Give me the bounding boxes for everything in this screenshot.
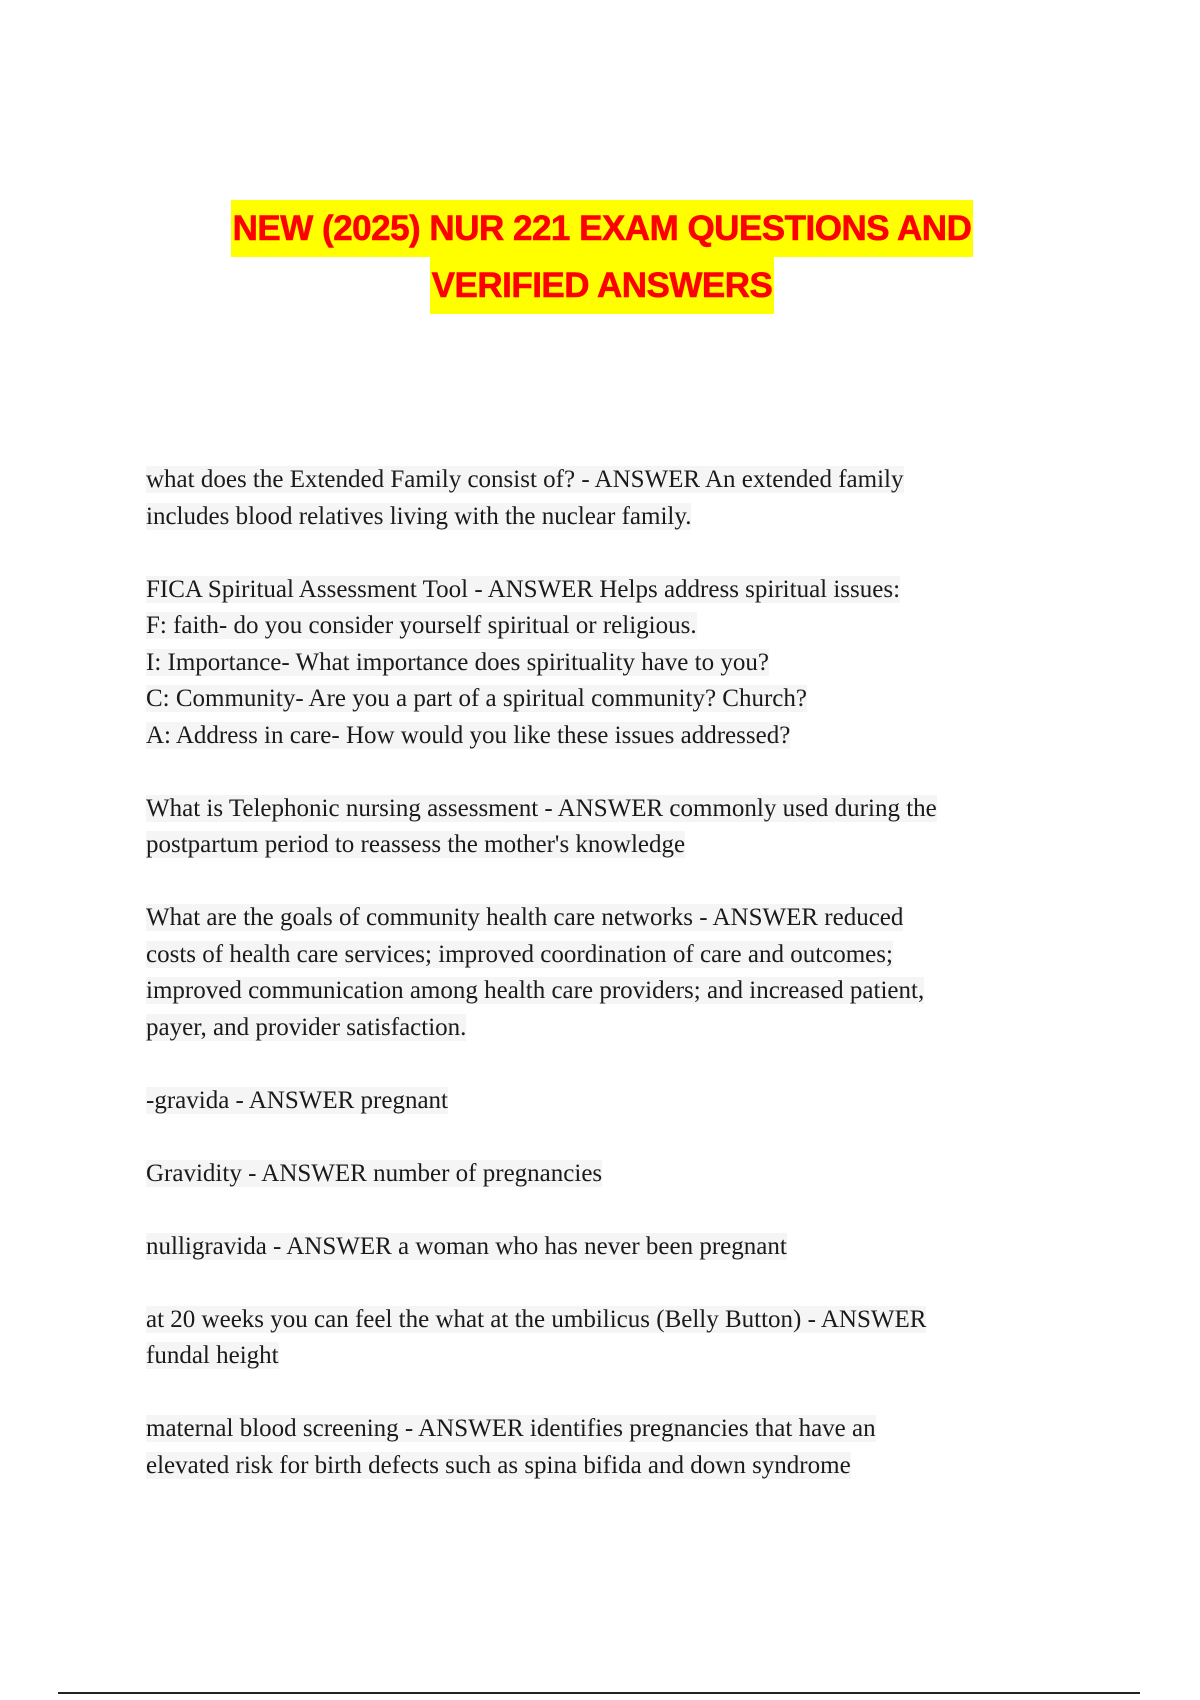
- qa-line: improved communication among health care providers; and increased patient,: [146, 977, 925, 1004]
- qa-item-fundal-height: [146, 1302, 1066, 1375]
- qa-line: costs of health care services; improved coordination of care and outcomes;: [146, 940, 893, 968]
- qa-item-telephonic: [146, 791, 1066, 864]
- qa-line: What are the goals of community health care networks - ANSWER reduced: [146, 904, 904, 931]
- page-bottom-rule: [58, 1692, 1140, 1694]
- qa-item-nulligravida: [146, 1229, 1066, 1266]
- qa-line: maternal blood screening - ANSWER identifies pregnancies that have an: [146, 1415, 876, 1442]
- qa-line: postpartum period to reassess the mother's knowledge: [146, 831, 686, 858]
- qa-item-maternal-screening: [146, 1411, 1066, 1484]
- qa-line: what does the Extended Family consist of? - ANSWER An extended family: [146, 466, 904, 493]
- qa-line: What is Telephonic nursing assessment - ANSWER commonly used during the: [146, 794, 937, 822]
- qa-line: A: Address in care- How would you like these issues addressed?: [146, 721, 791, 749]
- qa-line: -gravida - ANSWER pregnant: [146, 1086, 449, 1114]
- qa-line: C: Community- Are you a part of a spiritual community? Church?: [146, 685, 807, 712]
- qa-line: fundal height: [146, 1342, 279, 1369]
- qa-item-community-networks: [146, 900, 1066, 1046]
- qa-line: includes blood relatives living with the nuclear family.: [146, 502, 692, 530]
- qa-line: FICA Spiritual Assessment Tool - ANSWER Helps address spiritual issues:: [146, 575, 901, 603]
- qa-item-fica: [146, 572, 1066, 755]
- qa-item-gravidity: [146, 1156, 1066, 1193]
- qa-line: at 20 weeks you can feel the what at the umbilicus (Belly Button) - ANSWER: [146, 1305, 927, 1333]
- title-line-2: VERIFIED ANSWERS: [430, 257, 775, 314]
- qa-line: nulligravida - ANSWER a woman who has never been pregnant: [146, 1232, 787, 1260]
- qa-line: elevated risk for birth defects such as spina bifida and down syndrome: [146, 1451, 851, 1479]
- qa-list: [146, 462, 1066, 1521]
- qa-item-extended-family: [146, 462, 1066, 535]
- document-title: [0, 200, 1200, 314]
- qa-line: payer, and provider satisfaction.: [146, 1013, 467, 1041]
- qa-line: I: Importance- What importance does spirituality have to you?: [146, 648, 769, 676]
- qa-line: F: faith- do you consider yourself spiritual or religious.: [146, 612, 697, 639]
- qa-item-gravida: [146, 1083, 1066, 1120]
- qa-line: Gravidity - ANSWER number of pregnancies: [146, 1159, 603, 1187]
- title-line-1: NEW (2025) NUR 221 EXAM QUESTIONS AND: [231, 200, 974, 257]
